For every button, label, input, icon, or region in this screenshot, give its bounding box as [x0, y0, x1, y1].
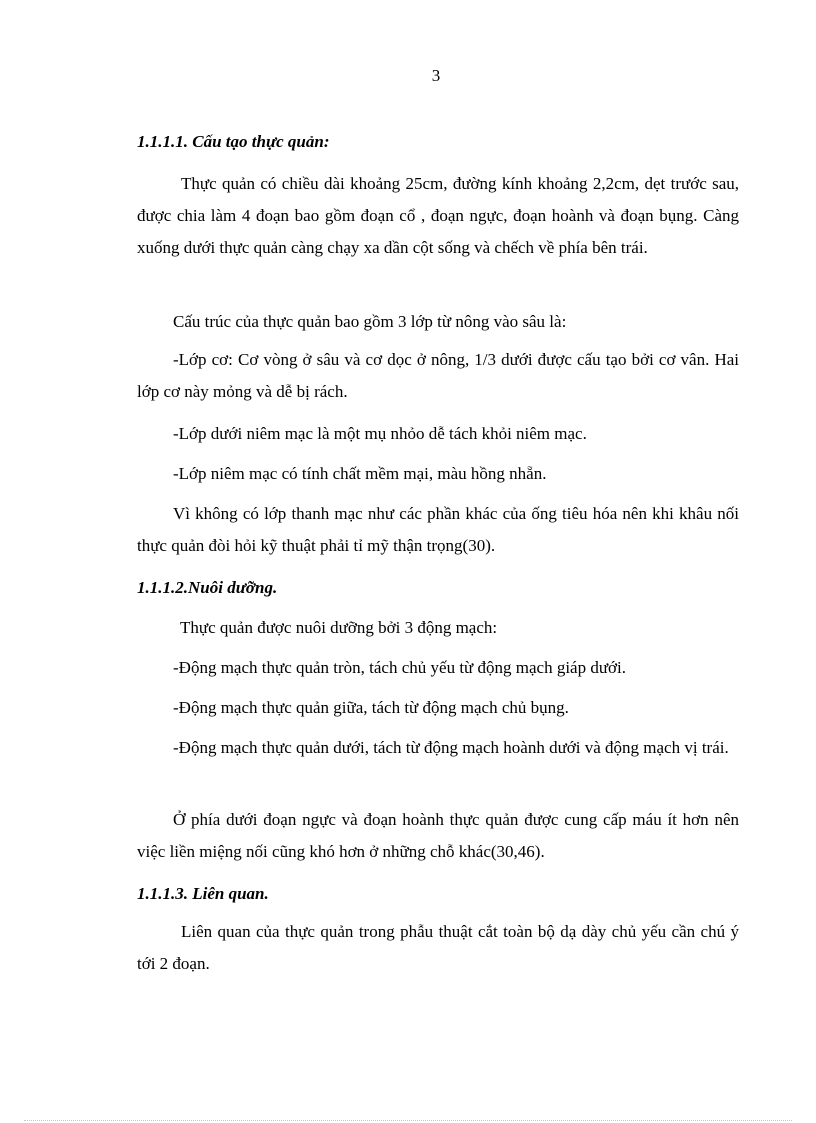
paragraph-arteries-intro: Thực quản được nuôi dưỡng bởi 3 động mạch:: [180, 618, 498, 637]
paragraph-mucosa-layer: -Lớp niêm mạc có tính chất mềm mại, màu hồng nhẵn.: [173, 464, 547, 483]
section-heading-relations: 1.1.1.3. Liên quan.: [137, 884, 269, 903]
paragraph-submucosa-layer: -Lớp dưới niêm mạc là một mụ nhỏo dễ tách khỏi niêm mạc.: [173, 424, 587, 443]
paragraph-lower-artery: -Động mạch thực quản dưới, tách từ động mạch hoành dưới và động mạch vị trái.: [173, 738, 729, 757]
page-bottom-rule: [24, 1120, 792, 1121]
paragraph-no-serosa: Vì không có lớp thanh mạc như các phần khác của ống tiêu hóa nên khi khâu nối thực quản đòi hỏi kỹ thuật phải tỉ mỹ thận trọng(30).: [137, 504, 739, 555]
paragraph-upper-artery: -Động mạch thực quản tròn, tách chủ yếu từ động mạch giáp dưới.: [173, 658, 627, 677]
paragraph-esophagus-length: Thực quản có chiều dài khoảng 25cm, đường kính khoảng 2,2cm, dẹt trước sau, được chia làm 4 đoạn bao gồm đoạn cổ , đoạn ngực, đoạn hoành và đoạn bụng. Càng xuống dưới thực quản càng chạy xa dần cột sống và chếch về phía bên trái.: [137, 174, 739, 257]
paragraph-layers-intro: Cấu trúc của thực quản bao gồm 3 lớp từ nông vào sâu là:: [173, 312, 567, 331]
paragraph-muscle-layer: -Lớp cơ: Cơ vòng ở sâu và cơ dọc ở nông, 1/3 dưới được cấu tạo bởi cơ vân. Hai lớp cơ này mỏng và dễ bị rách.: [137, 350, 739, 401]
paragraph-middle-artery: -Động mạch thực quản giữa, tách từ động mạch chủ bụng.: [173, 698, 569, 717]
section-heading-structure: 1.1.1.1. Cấu tạo thực quản:: [137, 132, 330, 151]
paragraph-relations: Liên quan của thực quản trong phẫu thuật cắt toàn bộ dạ dày chủ yếu cần chú ý tới 2 đoạn.: [137, 922, 739, 973]
paragraph-blood-supply-note: Ở phía dưới đoạn ngực và đoạn hoành thực quản được cung cấp máu ít hơn nên việc liền miệng nối cũng khó hơn ở những chỗ khác(30,46).: [137, 810, 739, 861]
page-number: 3: [431, 66, 441, 85]
section-heading-blood-supply: 1.1.1.2.Nuôi dưỡng.: [137, 578, 278, 597]
